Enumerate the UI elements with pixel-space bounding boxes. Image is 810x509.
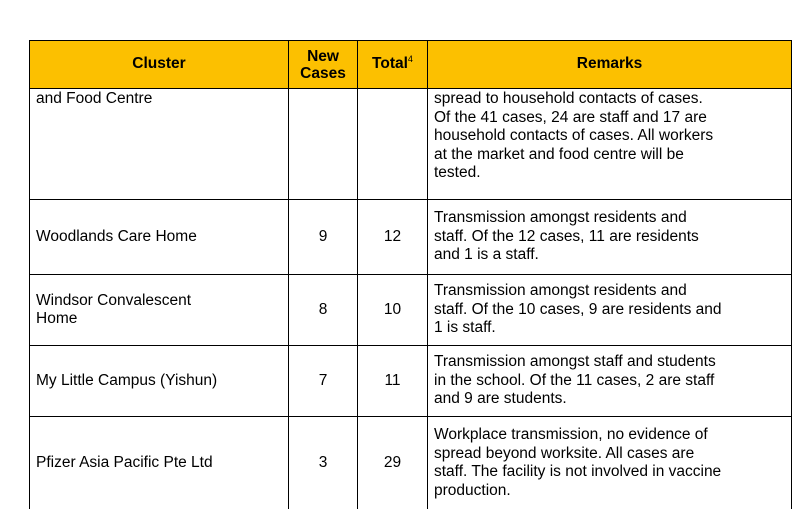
total-cell: 10 — [358, 275, 428, 346]
remarks-line: spread beyond worksite. All cases are — [434, 445, 785, 464]
cluster-cell: Woodlands Care Home — [30, 200, 289, 275]
new-cases-cell — [289, 89, 358, 200]
total-cell: 11 — [358, 346, 428, 417]
new-cases-cell: 7 — [289, 346, 358, 417]
remarks-line: Transmission amongst residents and — [434, 209, 785, 228]
total-cell: 12 — [358, 200, 428, 275]
remarks-line: Transmission amongst staff and students — [434, 353, 785, 372]
new-cases-cell: 9 — [289, 200, 358, 275]
remarks-line: Workplace transmission, no evidence of — [434, 426, 785, 445]
remarks-line: in the school. Of the 11 cases, 2 are staff — [434, 372, 785, 391]
footnote-marker: 4 — [408, 54, 413, 64]
new-cases-cell: 3 — [289, 417, 358, 509]
header-total-label: Total — [372, 55, 408, 72]
remarks-cell — [428, 89, 792, 200]
header-cluster: Cluster — [30, 41, 289, 89]
table-row — [30, 200, 792, 275]
remarks-line: household contacts of cases. All workers — [434, 127, 785, 146]
cluster-cell: My Little Campus (Yishun) — [30, 346, 289, 417]
cluster-cell — [30, 275, 289, 346]
remarks-cell — [428, 275, 792, 346]
remarks-cell — [428, 200, 792, 275]
remarks-line: staff. The facility is not involved in vaccine — [434, 463, 785, 482]
remarks-cell — [428, 346, 792, 417]
cluster-line: Home — [36, 310, 282, 329]
cluster-line: Windsor Convalescent — [36, 292, 282, 311]
remarks-line: and 9 are students. — [434, 390, 785, 409]
header-new-cases-line2: Cases — [293, 65, 353, 82]
cluster-cell: Pfizer Asia Pacific Pte Ltd — [30, 417, 289, 509]
remarks-line: production. — [434, 482, 785, 501]
table-row — [30, 89, 792, 200]
remarks-line: Transmission amongst residents and — [434, 282, 785, 301]
remarks-line: tested. — [434, 164, 785, 183]
header-remarks: Remarks — [428, 41, 792, 89]
table-row — [30, 275, 792, 346]
remarks-cell — [428, 417, 792, 509]
remarks-line: and 1 is a staff. — [434, 246, 785, 265]
total-cell — [358, 89, 428, 200]
clusters-table — [29, 40, 792, 509]
remarks-line: Of the 41 cases, 24 are staff and 17 are — [434, 109, 785, 128]
remarks-line: 1 is staff. — [434, 319, 785, 338]
table-header — [30, 41, 792, 89]
remarks-line: at the market and food centre will be — [434, 146, 785, 165]
new-cases-cell: 8 — [289, 275, 358, 346]
total-cell: 29 — [358, 417, 428, 509]
table-row — [30, 346, 792, 417]
remarks-line: spread to household contacts of cases. — [434, 90, 785, 109]
header-total — [358, 41, 428, 89]
table-row — [30, 417, 792, 509]
remarks-line: staff. Of the 10 cases, 9 are residents and — [434, 301, 785, 320]
table-body — [30, 89, 792, 509]
header-row — [30, 41, 792, 89]
header-new-cases-line1: New — [293, 48, 353, 65]
remarks-line: staff. Of the 12 cases, 11 are residents — [434, 228, 785, 247]
cluster-cell: and Food Centre — [30, 89, 289, 200]
header-new-cases — [289, 41, 358, 89]
